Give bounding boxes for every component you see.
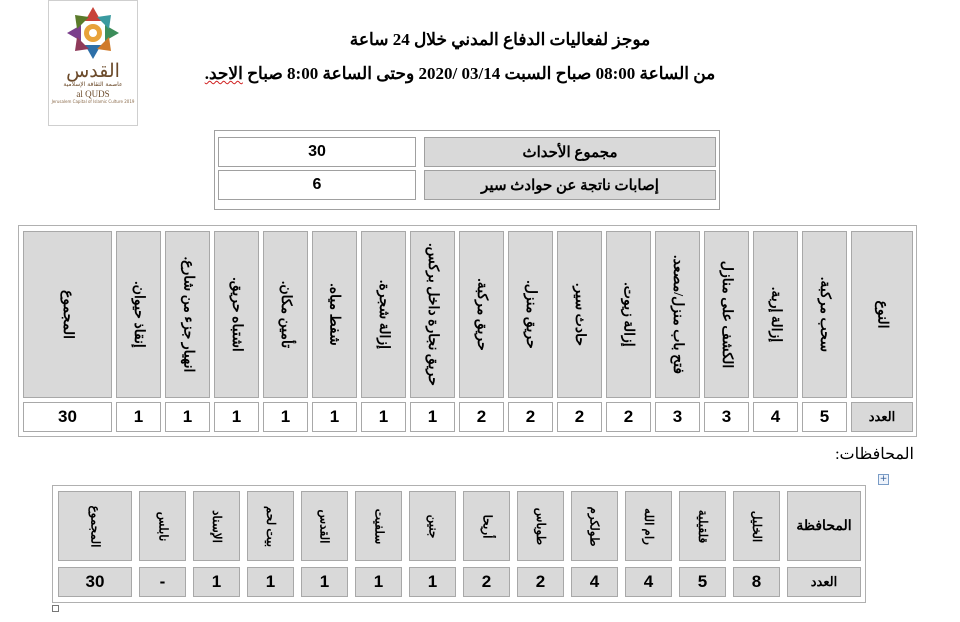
table-move-handle-icon[interactable]: +: [879, 474, 888, 484]
gov-count: 5: [679, 567, 726, 597]
type-header: [214, 231, 259, 398]
gov-header: [625, 491, 672, 561]
types-column: [802, 226, 847, 438]
type-label: حريق نجارة داخل بركس.: [425, 243, 441, 386]
gov-header: [409, 491, 456, 561]
type-count: 1: [410, 402, 455, 432]
gov-count: 1: [193, 567, 240, 597]
incident-types-table: [18, 225, 917, 437]
gov-total-cell: 30: [58, 567, 132, 597]
types-column: [704, 226, 749, 438]
gov-count: 1: [301, 567, 348, 597]
gov-header: [301, 491, 348, 561]
type-count: 1: [214, 402, 259, 432]
type-label: إزالة زيوت.: [621, 282, 637, 347]
gov-governorate-header: [787, 491, 861, 561]
types-header-column: [851, 226, 913, 438]
type-header: [753, 231, 798, 398]
logo-english-text: al QUDS: [76, 89, 110, 99]
type-header: [263, 231, 308, 398]
summary-table: [214, 130, 720, 210]
type-count: 3: [655, 402, 700, 432]
type-count: 5: [802, 402, 847, 432]
type-label: تأمين مكان.: [278, 280, 294, 349]
type-label: انهيار جزء من شارع.: [180, 256, 195, 373]
page-title: موجز لفعاليات الدفاع المدني خلال 24 ساعة: [349, 30, 651, 49]
report-period: [180, 64, 740, 84]
gov-count: 1: [355, 567, 402, 597]
type-header: [508, 231, 553, 398]
type-header: [459, 231, 504, 398]
gov-count: 2: [463, 567, 510, 597]
gov-governorate-label: المحافظة: [796, 518, 852, 534]
type-label: فتح باب منزل/مصعد.: [670, 254, 685, 375]
type-header: [361, 231, 406, 398]
gov-count-label: العدد: [787, 567, 861, 597]
type-label: الكشف على منازل: [719, 260, 735, 369]
types-column: [410, 226, 455, 438]
gov-header: [517, 491, 564, 561]
gov-count: 2: [517, 567, 564, 597]
types-total-column: [23, 226, 112, 438]
logo-english-subtitle: Jerusalem Capital of Islamic Culture 2019: [51, 99, 135, 104]
types-column: [606, 226, 651, 438]
types-column: [361, 226, 406, 438]
gov-column: [355, 486, 402, 604]
gov-header: [733, 491, 780, 561]
type-label: سحب مركبة.: [817, 276, 833, 353]
gov-label: طوباس: [534, 507, 548, 545]
gov-total-label: المجموع: [88, 505, 103, 547]
types-column: [116, 226, 161, 438]
types-column: [508, 226, 553, 438]
types-column: [655, 226, 700, 438]
gov-column: [463, 486, 510, 604]
logo-arabic-subtitle: عاصمة الثقافة الإسلامية: [63, 81, 123, 88]
governorates-heading: المحافظات:: [835, 446, 914, 463]
gov-header: [679, 491, 726, 561]
type-header: [410, 231, 455, 398]
gov-label: سلفيت: [371, 508, 386, 544]
type-label: حادث سير.: [572, 282, 588, 347]
summary-value: 6: [218, 170, 416, 200]
gov-column: [571, 486, 618, 604]
type-header: [165, 231, 210, 398]
type-count: 1: [116, 402, 161, 432]
gov-column: [517, 486, 564, 604]
gov-label: نابلس: [155, 511, 170, 541]
type-count: 2: [459, 402, 504, 432]
type-count: 1: [361, 402, 406, 432]
gov-count: 4: [571, 567, 618, 597]
gov-label: الخليل: [749, 510, 764, 542]
summary-label: مجموع الأحداث: [424, 137, 716, 167]
gov-label: بيت لحم: [263, 505, 278, 547]
type-label: إنقاذ حيوان.: [131, 281, 146, 348]
logo-flower-icon: [63, 3, 123, 63]
type-label: شفط مياه.: [327, 283, 342, 346]
type-count: 1: [165, 402, 210, 432]
types-column: [459, 226, 504, 438]
gov-count: 1: [409, 567, 456, 597]
gov-column: [301, 486, 348, 604]
report-period-day: الاحد.: [204, 64, 243, 83]
types-count-label: العدد: [851, 402, 913, 432]
type-count: 2: [557, 402, 602, 432]
types-column: [312, 226, 357, 438]
gov-count: 4: [625, 567, 672, 597]
type-header: [116, 231, 161, 398]
gov-header: [247, 491, 294, 561]
gov-column: [625, 486, 672, 604]
summary-row-traffic-injuries: [218, 170, 716, 200]
type-header: [802, 231, 847, 398]
type-header: [606, 231, 651, 398]
type-count: 1: [263, 402, 308, 432]
gov-column: [139, 486, 186, 604]
logo: [48, 0, 138, 126]
type-count: 2: [508, 402, 553, 432]
types-column: [263, 226, 308, 438]
summary-label: إصابات ناتجة عن حوادث سير: [424, 170, 716, 200]
gov-column: [679, 486, 726, 604]
types-total-cell: 30: [23, 402, 112, 432]
gov-header: [463, 491, 510, 561]
types-column: [214, 226, 259, 438]
type-label: إزالة شجرة.: [376, 279, 392, 350]
types-total-header: [23, 231, 112, 398]
gov-label: قلقيلية: [696, 509, 710, 543]
gov-label: القدس: [317, 508, 332, 544]
type-label: إزالة إربة.: [768, 286, 783, 343]
types-column: [753, 226, 798, 438]
summary-value: 30: [218, 137, 416, 167]
type-header: [312, 231, 357, 398]
types-type-label: النوع: [874, 300, 890, 329]
logo-arabic-text: القدس: [66, 60, 120, 82]
gov-header: [571, 491, 618, 561]
type-header: [704, 231, 749, 398]
gov-header: [355, 491, 402, 561]
type-count: 2: [606, 402, 651, 432]
table-resize-handle[interactable]: [52, 605, 59, 612]
summary-row-total-events: [218, 137, 716, 167]
gov-label: أريحا: [480, 514, 494, 538]
gov-header: [193, 491, 240, 561]
type-header: [557, 231, 602, 398]
gov-label: رام الله: [642, 507, 656, 545]
gov-column: [733, 486, 780, 604]
gov-total-header: [58, 491, 132, 561]
type-label: حريق منزل.: [523, 280, 539, 349]
type-count: 4: [753, 402, 798, 432]
gov-count: -: [139, 567, 186, 597]
report-period-main: من الساعة 08:00 صباح السبت 03/14 /2020 وحتى الساعة 8:00 صباح: [242, 64, 716, 83]
type-label: حريق مركبة.: [474, 278, 490, 351]
types-type-header: [851, 231, 913, 398]
type-label: اشتباه حريق.: [229, 277, 244, 352]
gov-count: 1: [247, 567, 294, 597]
gov-label: الإسناد: [209, 509, 224, 543]
gov-column: [247, 486, 294, 604]
type-count: 3: [704, 402, 749, 432]
gov-label: جنين: [425, 514, 440, 538]
type-count: 1: [312, 402, 357, 432]
gov-header-column: [787, 486, 861, 604]
gov-label: طولكرم: [588, 505, 602, 547]
gov-column: [409, 486, 456, 604]
types-total-label: المجموع: [60, 290, 75, 339]
gov-header: [139, 491, 186, 561]
gov-total-column: [58, 486, 132, 604]
types-column: [557, 226, 602, 438]
governorates-table: [52, 485, 866, 603]
gov-column: [193, 486, 240, 604]
type-header: [655, 231, 700, 398]
types-column: [165, 226, 210, 438]
gov-count: 8: [733, 567, 780, 597]
